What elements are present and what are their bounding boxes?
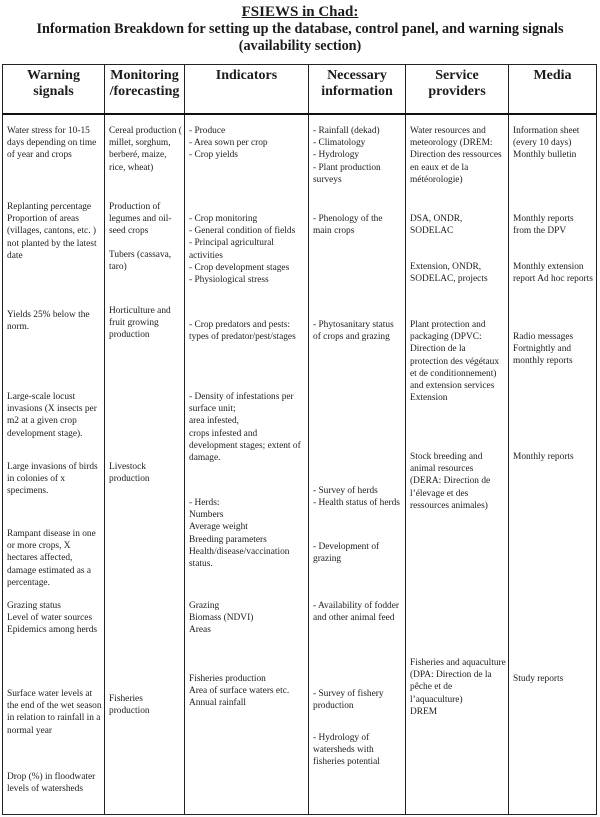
indicators-predators: - Crop predators and pests: types of predator/pest/stages [189, 320, 296, 343]
warning-signal-water-stress: Water stress for 10-15 days depending on time of year and crops [7, 126, 97, 161]
monitoring-cereal: Cereal production ( millet, sorghum, berberé, maize, rice, wheat) [109, 126, 182, 173]
header-monitoring-forecasting: Monitoring /forecasting [105, 65, 185, 115]
provider-drem: Water resources and meteorology (DREM: Direction des ressources en eaux et de la météorologie) [410, 126, 502, 185]
media-extension-report: Monthly extension report Ad hoc reports [513, 262, 593, 285]
provider-dpa: Fisheries and aquaculture (DPA: Direction de la pêche et de l’aquaculture) DREM [410, 658, 506, 717]
header-service-providers: Service providers [406, 65, 509, 115]
info-phenology: - Phenology of the main crops [313, 214, 383, 237]
column-warning-signals [3, 114, 105, 815]
media-dpv-reports: Monthly reports from the DPV [513, 214, 574, 237]
warning-signal-yields: Yields 25% below the norm. [7, 310, 90, 333]
table-body-row [3, 114, 597, 815]
header-media: Media [509, 65, 597, 115]
column-service-providers [406, 114, 509, 815]
warning-signal-floodwater: Drop (%) in floodwater levels of watersheds [7, 772, 96, 795]
document-subtitle-section: (availability section) [238, 38, 362, 54]
warning-signal-surface-water: Surface water levels at the end of the wet season in relation to rainfall in a normal year [7, 689, 102, 736]
info-fishery-survey: - Survey of fishery production [313, 689, 384, 712]
media-study-reports: Study reports [513, 674, 564, 684]
media-radio-messages: Radio messages Fortnightly and monthly reports [513, 332, 574, 367]
column-monitoring [105, 114, 185, 815]
header-warning-signals: Warning signals [3, 65, 105, 115]
provider-dpvc: Plant protection and packaging (DPVC: Direction de la protection des végétaux et de conditionnement) and extension services Extension [410, 320, 500, 404]
header-indicators: Indicators [185, 65, 309, 115]
monitoring-livestock: Livestock production [109, 462, 150, 485]
monitoring-tubers: Tubers (cassava, taro) [109, 250, 172, 273]
column-indicators [185, 114, 309, 815]
warning-signal-disease: Rampant disease in one or more crops, X hectares affected, damage estimated as a percentage. [7, 529, 96, 588]
table-header-row [3, 65, 597, 115]
indicators-crop-monitoring: - Crop monitoring - General condition of fields - Principal agricultural activities - Crop development stages - Physiological stress [189, 214, 296, 286]
column-media [509, 114, 597, 815]
warning-signal-locust: Large-scale locust invasions (X insects per m2 at a given crop development stage). [7, 392, 97, 439]
info-grazing: - Development of grazing [313, 542, 380, 565]
indicators-herds: - Herds: Numbers Average weight Breeding parameters Health/disease/vaccination status. [189, 498, 290, 570]
indicators-infestation: - Density of infestations per surface unit; area infested, crops infested and development stages; extent of damage. [189, 392, 301, 464]
document-title: FSIEWS in Chad: [241, 4, 359, 20]
indicators-grazing: Grazing Biomass (NDVI) Areas [189, 601, 254, 636]
monitoring-fisheries: Fisheries production [109, 694, 150, 717]
provider-extension: Extension, ONDR, SODELAC, projects [410, 262, 488, 285]
info-hydrology-watersheds: - Hydrology of watersheds with fisheries potential [313, 733, 380, 768]
info-phytosanitary: - Phytosanitary status of crops and grazing [313, 320, 394, 343]
information-breakdown-table [2, 64, 597, 815]
header-necessary-information: Necessary information [309, 65, 406, 115]
warning-signal-grazing: Grazing status Level of water sources Epidemics among herds [7, 601, 98, 636]
monitoring-horticulture: Horticulture and fruit growing production [109, 306, 171, 341]
document-header [0, 4, 600, 55]
provider-dsa: DSA, ONDR, SODELAC [410, 214, 463, 237]
info-fodder: - Availability of fodder and other animal feed [313, 601, 399, 624]
indicators-fisheries: Fisheries production Area of surface waters etc. Annual rainfall [189, 674, 290, 709]
media-information-sheet: Information sheet (every 10 days) Monthly bulletin [513, 126, 580, 161]
column-necessary-information [309, 114, 406, 815]
info-herds: - Survey of herds - Health status of herds [313, 486, 400, 509]
indicators-produce: - Produce - Area sown per crop - Crop yields [189, 126, 268, 161]
monitoring-legumes: Production of legumes and oil-seed crops [109, 202, 172, 237]
media-monthly-reports: Monthly reports [513, 452, 574, 462]
document-subtitle: Information Breakdown for setting up the database, control panel, and warning signals [36, 21, 564, 37]
warning-signal-replanting: Replanting percentage Proportion of areas (villages, cantons, etc. ) not planted by the latest date [7, 202, 97, 261]
provider-dera: Stock breeding and animal resources (DERA: Direction de l’élevage et des ressources animales) [410, 452, 491, 511]
info-rainfall: - Rainfall (dekad) - Climatology - Hydrology - Plant production surveys [313, 126, 381, 185]
warning-signal-birds: Large invasions of birds in colonies of x specimens. [7, 462, 98, 497]
